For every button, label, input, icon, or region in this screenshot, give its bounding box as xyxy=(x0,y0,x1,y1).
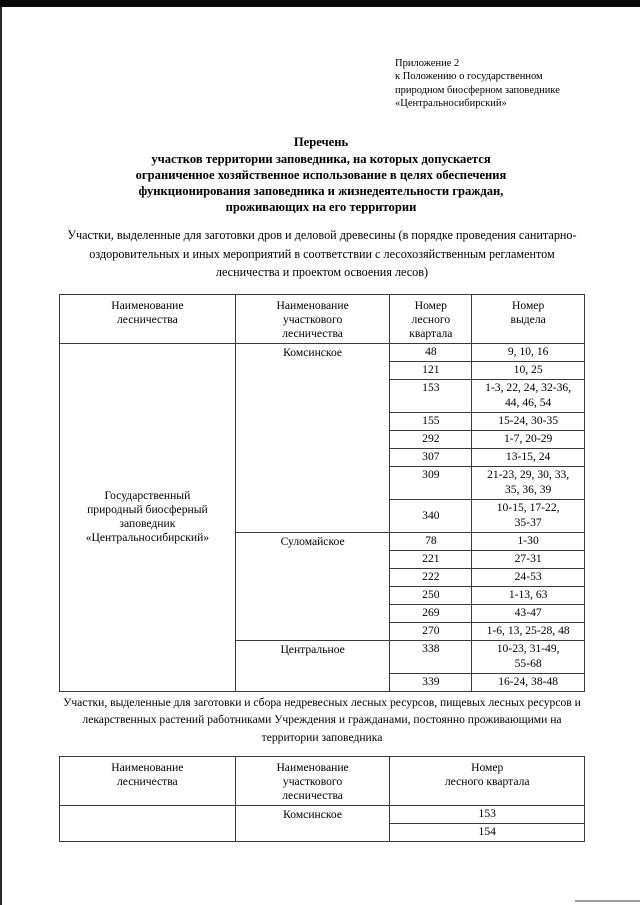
cell-plots: 1-6, 13, 25-28, 48 xyxy=(472,622,585,640)
cell-plots: 43-47 xyxy=(472,604,585,622)
cell-plots: 15-24, 30-35 xyxy=(472,412,585,430)
column-header-quarter xyxy=(390,757,585,806)
cell-quarter: 338 xyxy=(390,640,472,673)
cell-quarter: 222 xyxy=(390,568,472,586)
cell-quarter: 307 xyxy=(390,448,472,466)
subtitle-line-1: участков территории заповедника, на которых допускается xyxy=(151,152,491,167)
column-header-plot xyxy=(472,295,585,344)
column-header-forestry xyxy=(60,757,236,806)
cell-district-name: Суломайское xyxy=(235,532,390,640)
cell-plots xyxy=(472,640,585,673)
column-header-district xyxy=(235,295,390,344)
appendix-header-line-4: «Центральносибирский» xyxy=(395,98,507,110)
cell-quarter: 121 xyxy=(390,361,472,379)
cell-quarter: 48 xyxy=(390,343,472,361)
cell-quarter: 221 xyxy=(390,550,472,568)
cell-quarter: 340 xyxy=(390,499,472,532)
table-header-row xyxy=(60,295,585,344)
cell-plots-line-2: 55-68 xyxy=(514,656,542,670)
cell-quarter: 270 xyxy=(390,622,472,640)
appendix-header xyxy=(395,57,635,111)
cell-forestry-name xyxy=(60,805,236,841)
column-header-forestry-line-2: лесничества xyxy=(117,313,178,327)
cell-district-name: Комсинское xyxy=(235,343,390,532)
cell-quarter: 309 xyxy=(390,466,472,499)
cell-plots: 13-15, 24 xyxy=(472,448,585,466)
cell-plots: 1-13, 63 xyxy=(472,586,585,604)
cell-plots-line-1: 10-15, 17-22, xyxy=(496,501,560,515)
subtitle-line-4: проживающих на его территории xyxy=(225,200,417,215)
cell-plots: 16-24, 38-48 xyxy=(472,673,585,691)
cell-quarter: 250 xyxy=(390,586,472,604)
appendix-header-line-3: природном биосферном заповеднике xyxy=(395,84,560,96)
table-row xyxy=(60,805,585,823)
column-header-quarter-line-2: лесного квартала xyxy=(444,775,530,789)
cell-quarter: 153 xyxy=(390,379,472,412)
column-header-quarter-line-1: Номер xyxy=(414,299,447,312)
cell-quarter: 153 xyxy=(390,805,585,823)
cell-plots-line-2: 35-37 xyxy=(514,515,542,529)
cell-plots-line-1: 1-3, 22, 24, 32-36, xyxy=(485,381,572,395)
column-header-quarter-line-3: квартала xyxy=(409,327,453,341)
column-header-district-line-1: Наименование xyxy=(276,761,349,774)
table-row xyxy=(60,343,585,361)
column-header-forestry-line-2: лесничества xyxy=(116,775,178,789)
cell-quarter: 339 xyxy=(390,673,472,691)
cell-plots: 27-31 xyxy=(472,550,585,568)
cell-plots: 10, 25 xyxy=(472,361,585,379)
cell-plots: 9, 10, 16 xyxy=(472,343,585,361)
forestry-name-line-3: заповедник xyxy=(119,517,176,531)
cell-plots xyxy=(472,466,585,499)
column-header-district xyxy=(235,757,390,806)
subtitle-line-2: ограниченное хозяйственное использование в целях обеспечения xyxy=(135,168,507,183)
cell-plots: 24-53 xyxy=(472,568,585,586)
column-header-quarter xyxy=(390,295,472,344)
appendix-header-line-2: к Положению о государственном xyxy=(395,71,543,83)
cell-quarter: 269 xyxy=(390,604,472,622)
subtitle-line-3: функционирования заповедника и жизнедеятельности граждан, xyxy=(138,184,504,199)
cell-plots: 1-7, 20-29 xyxy=(472,430,585,448)
cell-plots xyxy=(472,379,585,412)
column-header-district-line-3: лесничества xyxy=(282,789,343,803)
column-header-plot-line-2: выдела xyxy=(510,313,546,327)
forestry-name-line-2: природный биосферный xyxy=(87,502,208,516)
cell-plots-line-2: 35, 36, 39 xyxy=(504,482,552,496)
cell-quarter: 292 xyxy=(390,430,472,448)
document-title-block xyxy=(59,134,583,215)
cell-quarter: 154 xyxy=(390,823,585,841)
column-header-forestry-line-1: Наименование xyxy=(111,299,184,312)
column-header-district-line-2: участкового xyxy=(282,775,343,789)
cell-forestry-name xyxy=(60,343,236,691)
cell-plots: 1-30 xyxy=(472,532,585,550)
column-header-district-line-2: участкового xyxy=(282,313,343,327)
column-header-district-line-3: лесничества xyxy=(282,327,343,341)
column-header-quarter-line-1: Номер xyxy=(471,761,504,774)
forestry-name-line-4: «Центральносибирский» xyxy=(85,531,210,545)
column-header-district-line-1: Наименование xyxy=(276,299,349,312)
appendix-header-line-1: Приложение 2 xyxy=(395,58,460,69)
non-timber-resources-table xyxy=(59,756,585,842)
cell-plots-line-1: 21-23, 29, 30, 33, xyxy=(487,468,570,482)
cell-quarter: 155 xyxy=(390,412,472,430)
section-1-intro: Участки, выделенные для заготовки дров и деловой древесины (в порядке проведения санитарно-оздоровительных и иных мероприятий в соответствии с лесохозяйственным регламентом лесничества и проектом освоения лесов) xyxy=(67,228,577,280)
page-title: Перечень xyxy=(293,135,349,149)
document-content xyxy=(2,7,640,905)
cell-district-name: Центральное xyxy=(235,640,390,691)
column-header-forestry-line-1: Наименование xyxy=(111,761,184,774)
column-header-plot-line-1: Номер xyxy=(512,299,545,312)
cell-quarter: 78 xyxy=(390,532,472,550)
forestry-name-line-1: Государственный xyxy=(104,488,191,502)
logging-areas-table xyxy=(59,294,585,692)
cell-plots xyxy=(472,499,585,532)
column-header-quarter-line-2: лесного xyxy=(411,313,451,327)
cell-plots-line-1: 10-23, 31-49, xyxy=(496,642,560,656)
cell-plots-line-2: 44, 46, 54 xyxy=(504,395,552,409)
scan-top-band xyxy=(0,0,640,7)
cell-district-name: Комсинское xyxy=(235,805,390,841)
column-header-forestry xyxy=(60,295,236,344)
section-2-intro: Участки, выделенные для заготовки и сбора недревесных лесных ресурсов, пищевых лесных ресурсов и лекарственных растений работниками Учреждения и гражданами, постоянно проживающими на территории заповедника xyxy=(63,696,581,744)
table-header-row xyxy=(60,757,585,806)
